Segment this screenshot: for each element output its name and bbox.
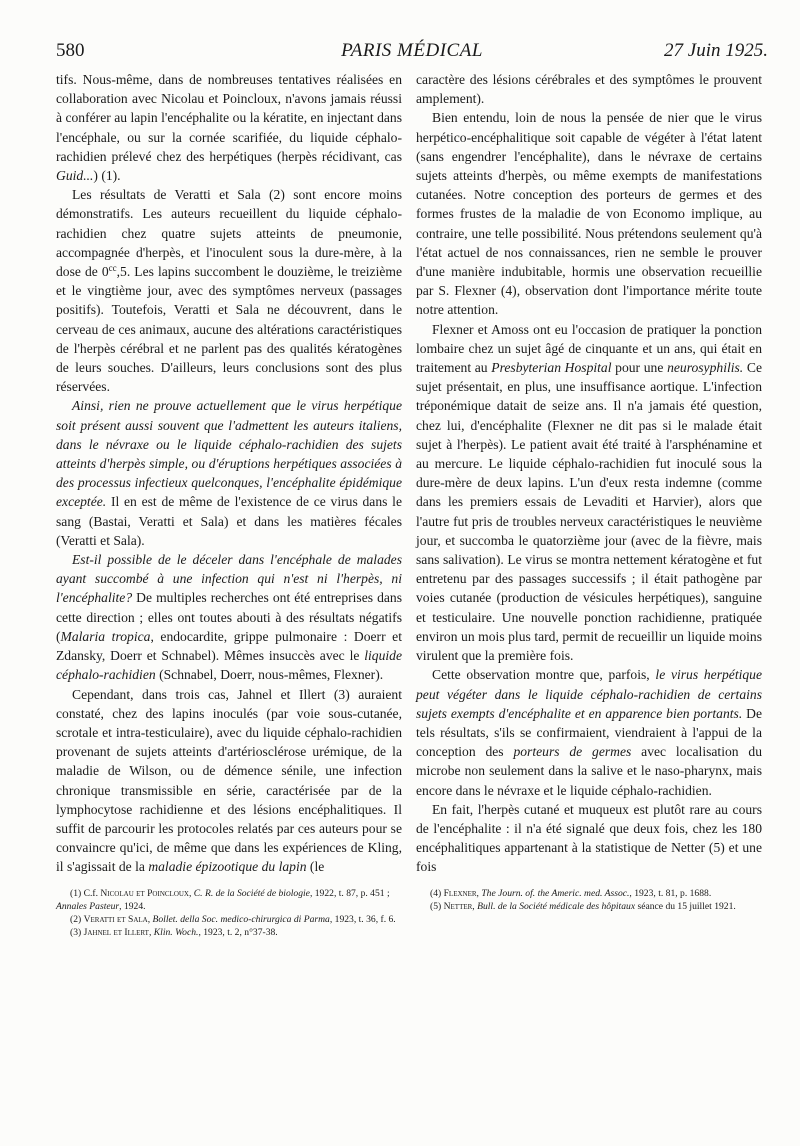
footnote: (1) C.f. Nicolau et Poincloux, C. R. de la Société de biologie, 1922, t. 87, p. 451 ; Annales Pasteur, 1924. (56, 887, 390, 912)
paragraph: Cependant, dans trois cas, Jahnel et Illert (3) auraient constaté, chez des lapins inoculés (par voie sous-cutanée, scrotale et intra-testiculaire), avec du liquide céphalo-rachidien provenant de sujets atteints d'artériosclérose urémique, de la maladie de Wilson, ou de démence sénile, une infection chronique transmissible en série, caractérisée par de la lymphocytose rachidienne et des lésions encéphalitiques. Il suffit de parcourir les protocoles relatés par ces auteurs pour se convaincre qu'ici, de même que dans les expériences de Kling, il s'agissait de la maladie épizootique du lapin (le (56, 686, 402, 875)
footnote: (4) Flexner, The Journ. of. the Americ. med. Assoc., 1923, t. 81, p. 1688. (430, 887, 712, 899)
running-header (56, 40, 768, 68)
paragraph: Cette observation montre que, parfois, le virus herpétique peut végéter dans le liquide céphalo-rachidien de certains sujets exempts d'encéphalite et en apparence bien portants. De tels résultats, s'ils se confirmaient, viendraient à l'appui de la conception des porteurs de germes avec localisation du microbe non seulement dans la salive et le naso-pharynx, mais encore dans le névraxe et le liquide céphalo-rachidien. (416, 667, 763, 798)
paragraph: Bien entendu, loin de nous la pensée de nier que le virus herpético-encéphalitique soit capable de végéter à l'état latent (sans engendrer l'encéphalite), dans le névraxe de certains sujets atteints d'herpès, ou même exempts de manifestations cutanées. Notre conception des porteurs de germes et des formes frustes de la maladie de von Economo implique, au contraire, une telle possibilité. Nous prétendons seulement qu'à l'état actuel de nos connaissances, rien ne semble le prouver d'une manière indubitable, hormis une observation recueillie par S. Flexner (4), observation dont l'importance mérite toute notre attention. (416, 110, 762, 318)
paragraph: En fait, l'herpès cutané et muqueux est plutôt rare au cours de l'encéphalite : il n'a été signalé que deux fois, chez les 180 encéphalitiques appartenant à la statistique de Netter (5) et une fois (416, 801, 762, 875)
footnote: (5) Netter, Bull. de la Société médicale des hôpitaux séance du 15 juillet 1921. (430, 900, 736, 912)
paragraph: caractère des lésions cérébrales et des symptômes le prouvent amplement). (416, 72, 762, 107)
issue-date: 27 Juin 1925. (664, 40, 768, 61)
page-number: 580 (56, 40, 85, 61)
left-column (56, 70, 402, 939)
footnotes (56, 887, 402, 939)
paragraph: Ainsi, rien ne prouve actuellement que le virus herpétique soit présent aussi souvent que l'admettent les auteurs italiens, dans le névraxe ou le liquide céphalo-rachidien des sujets atteints d'herpès simple, ou d'éruptions herpétiques associées à des processus infectieux quelconques, l'encéphalite épidémique exceptée. Il en est de même de l'existence de ce virus dans le sang (Bastai, Veratti et Sala) et dans les matières fécales (Veratti et Sala). (56, 398, 402, 548)
paragraph: Flexner et Amoss ont eu l'occasion de pratiquer la ponction lombaire chez un sujet âgé de cinquante et un ans, qui était en traitement au Presbyterian Hospital pour une neurosyphilis. Ce sujet présentait, en plus, une insuffisance aortique. L'infection tréponémique datait de seize ans. Il n'a jamais été question, chez lui, d'encéphalite (Flexner ne dit pas si le malade était sujet à l'herpès). Le patient avait été traité à l'arsphénamine et au mercure. Le liquide céphalo-rachidien fut inoculé sous la dure-mère de deux lapins. L'un d'eux resta indemne (comme dans les premiers essais de Levaditi et Harvier), alors que l'autre fut pris de troubles nerveux caractéristiques le neuvième jour, et succomba le quatorzième jour (avec de la fièvre, mais sans salivation). Le virus se montra nettement kératogène et fut entretenu par des passages successifs ; il était pathogène par voies cutanée (production de vésicules herpétiques), sanguine et testiculaire. Une nouvelle ponction rachidienne, pratiquée environ un mois plus tard, permit de recueillir un liquide moins virulent que la première fois. (416, 321, 762, 664)
paragraph: Est-il possible de le déceler dans l'encéphale de malades ayant succombé à une infection qui n'est ni l'herpès, ni l'encéphalite? De multiples recherches ont été entreprises dans cette direction ; elles ont toutes abouti à des résultats négatifs (Malaria tropica, endocardite, grippe pulmonaire : Doerr et Zdansky, Doerr et Schnabel). Mêmes insuccès avec le liquide céphalo-rachidien (Schnabel, Doerr, nous-mêmes, Flexner). (56, 552, 402, 683)
footnote: (2) Veratti et Sala, Bollet. della Soc. medico-chirurgica di Parma, 1923, t. 36, f. 6. (70, 913, 396, 925)
right-column (416, 70, 762, 913)
footnote: (3) Jahnel et Illert, Klin. Woch., 1923, t. 2, n°37-38. (70, 926, 278, 938)
paragraph: Les résultats de Veratti et Sala (2) sont encore moins démonstratifs. Les auteurs recueillent du liquide céphalo-rachidien chez quatre sujets atteints de pneumonie, accompagnée d'herpès, et l'inoculent sous la dure-mère, à la dose de $0^{cc},5$. Les lapins succombent le douzième, le treizième et le vingtième jour, avec des symptômes nerveux (passages positifs). Toutefois, Veratti et Sala ne découvrent, dans le cerveau de ces animaux, aucune des altérations caractéristiques de l'herpès cérébral et ne parlent pas des qualités kératogènes de leurs souches. D'ailleurs, leurs conclusions sont des plus réservées. (56, 187, 402, 395)
journal-title: PARIS MÉDICAL (341, 40, 483, 61)
footnotes (416, 887, 762, 913)
paragraph: tifs. Nous-même, dans de nombreuses tentatives réalisées en collaboration avec Nicolau et Poincloux, n'avons jamais réussi à conférer au lapin l'encéphalite ou la kératite, en injectant dans l'encéphale, ou sur la cornée scarifiée, du liquide céphalo-rachidien prélevé chez des herpétiques (herpès récidivant, cas Guid...) (1). (56, 72, 402, 184)
